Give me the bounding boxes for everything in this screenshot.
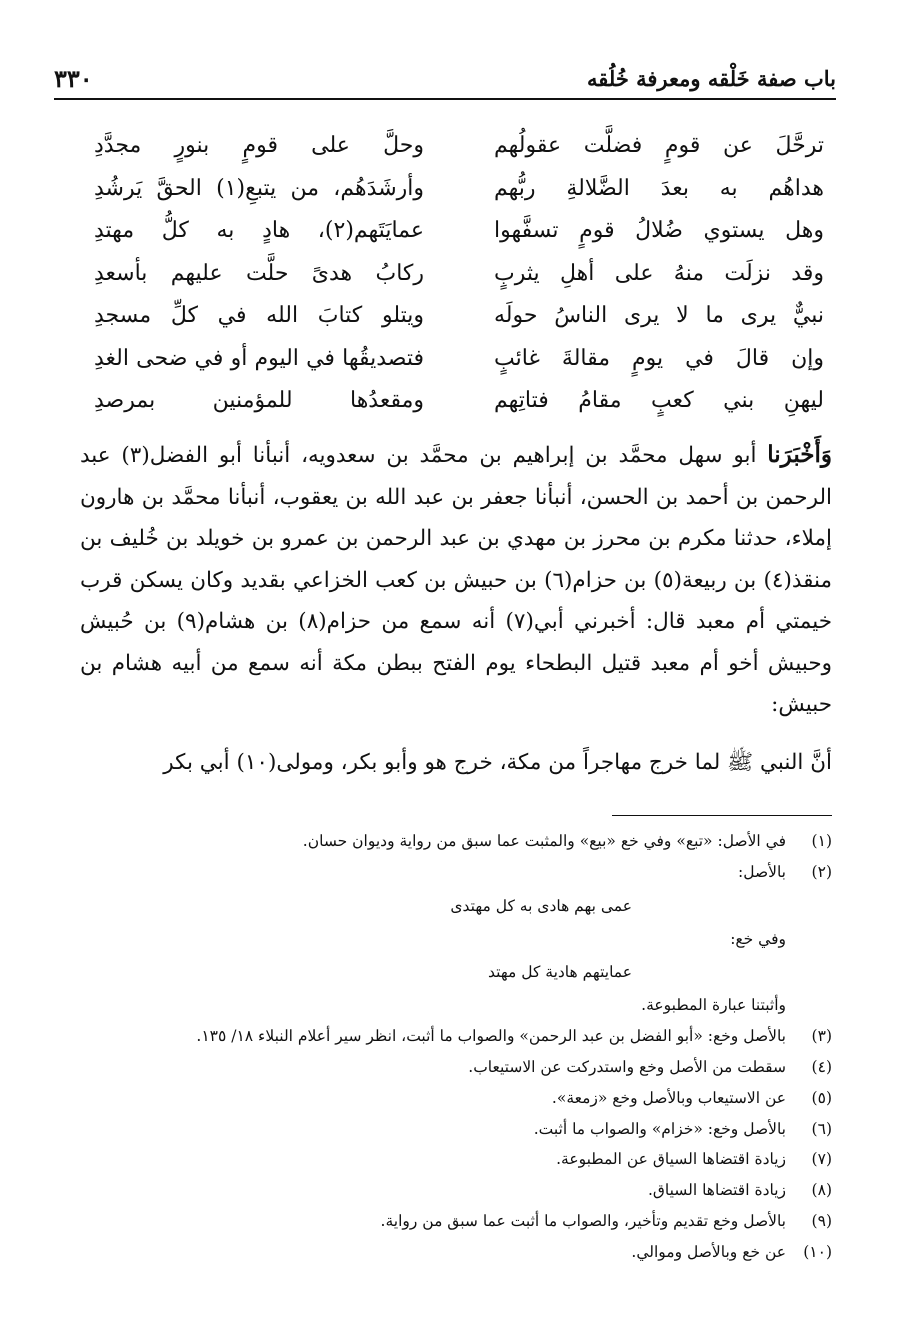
footnote-text: بالأصل وخع: «أبو الفضل بن عبد الرحمن» والصواب ما أثبت، انظر سير أعلام النبلاء ١٨/ ١٣٥. [196,1027,786,1046]
verse-first-hemistich: ترحَّلَ عن قومٍ فضلَّت عقولُهم [494,133,824,158]
footnote-number: (١) [811,832,832,850]
footnote-text: بالأصل: [738,862,786,881]
isnad-paragraph [80,434,832,726]
footnote-quote: عمايتهم هادية كل مهتد [488,963,632,982]
footnote [72,857,832,888]
verse-second-hemistich: ويتلو كتابَ الله في كلِّ مسجدِ [94,303,424,328]
footnote-continuation: وأثبتنا عبارة المطبوعة. [641,996,786,1015]
verse-first-hemistich: هداهُم به بعدَ الضَّلالةِ ربُّهم [494,175,824,201]
footnote-separator [612,815,832,816]
main-text [80,434,832,783]
page-number: ٣٣٠ [54,63,93,93]
footnote-quote: عمى بهم هادى به كل مهتدى [450,896,632,915]
footnote-number: (٩) [811,1211,832,1230]
footnote-text: بالأصل وخع: «خزام» والصواب ما أثبت. [533,1119,786,1138]
footnote-text: عن خع وبالأصل وموالي. [631,1242,786,1261]
footnote-text: سقطت من الأصل وخع واستدركت عن الاستيعاب. [468,1057,786,1076]
poem-first-hemistichs [494,125,824,423]
page-header [54,58,836,100]
poem-second-hemistichs [94,125,424,423]
footnote-number: (٥) [811,1088,832,1107]
footnote-continuation: وفي خع: [730,929,786,948]
footnote-text: في الأصل: «تبع» وفي خع «بيع» والمثبت عما سبق من رواية وديوان حسان. [302,832,786,850]
footnote-number: (٤) [811,1057,832,1076]
footnote [72,1114,832,1145]
footnote-text: زيادة اقتضاها السياق عن المطبوعة. [556,1150,786,1169]
verse-second-hemistich: فتصديقُها في اليوم أو في ضحى الغدِ [94,345,424,371]
verse-first-hemistich: وقد نزلَت منهُ على أهلِ يثربٍ [494,260,824,286]
footnote [72,1052,832,1083]
footnote [72,1083,832,1114]
footnote-text: بالأصل وخع تقديم وتأخير، والصواب ما أثبت عما سبق من رواية. [380,1211,786,1230]
footnote-number: (١٠) [803,1242,832,1261]
footnote [72,1175,832,1206]
poem [94,125,824,425]
verse-second-hemistich: وأرشَدَهُم، من يتبعِ(١) الحقَّ يَرشُدِ [94,175,424,201]
verse-first-hemistich: وهل يستوي ضُلالُ قومٍ تسفَّهوا [494,218,824,243]
footnote-number: (٢) [811,862,832,881]
footnote-text: عن الاستيعاب وبالأصل وخع «زمعة». [551,1088,786,1107]
footnote-text: زيادة اقتضاها السياق. [647,1181,786,1200]
footnote-number: (٣) [811,1027,832,1046]
footnote-number: (٦) [811,1119,832,1138]
verse-second-hemistich: عمايَتَهم(٢)، هادٍ به كلُّ مهتدِ [94,218,424,243]
verse-second-hemistich: وحلَّ على قومٍ بنورٍ مجدَّدِ [94,133,424,158]
verse-first-hemistich: نبيٌّ يرى ما لا يرى الناسُ حولَه [494,303,824,328]
footnote [72,1206,832,1237]
verse-second-hemistich: ركابُ هدىً حلَّت عليهم بأسعدِ [94,260,424,286]
verse-second-hemistich: ومقعدُها للمؤمنين بمرصدِ [94,388,424,413]
footnote-number: (٧) [811,1150,832,1169]
footnotes [72,826,832,1268]
verse-first-hemistich: وإن قالَ في يومٍ مقالةَ غائبٍ [494,345,824,371]
footnote [72,1021,832,1052]
running-title: باب صفة خَلْقه ومعرفة خُلُقه [586,65,836,91]
lead-word: وَأَخْبَرَنا [767,441,833,468]
footnote [72,1237,832,1268]
footnote-number: (٨) [811,1181,832,1200]
verse-first-hemistich: ليهنِ بني كعبٍ مقامُ فتاتِهم [494,388,824,413]
hadith-text: أنَّ النبي ﷺ لما خرج مهاجراً من مكة، خرج هو وأبو بكر، ومولى(١٠) أبي بكر [163,749,832,775]
footnote [72,1144,832,1175]
isnad-text: أبو سهل محمَّد بن إبراهيم بن محمَّد بن سعدويه، أنبأنا أبو الفضل(٣) عبد الرحمن بن أحمد بن الحسن، أنبأنا جعفر بن عبد الله بن يعقوب، أنبأنا محمَّد بن هارون إملاء، حدثنا مكرم بن محرز بن مهدي بن عبد الرحمن بن عمرو بن خويلد بن خُليف بن منقذ(٤) بن ربيعة(٥) بن حزام(٦) بن حبيش بن كعب الخزاعي بقديد وكان يسكن قرب خيمتي أم معبد قال: أخبرني أبي(٧) أنه سمع من حزام(٨) بن هشام(٩) بن حُبيش وحبيش أخو أم معبد قتيل البطحاء يوم الفتح ببطن مكة أنه سمع من أبيه هشام بن حبيش: [80,443,832,717]
footnote [72,826,832,857]
